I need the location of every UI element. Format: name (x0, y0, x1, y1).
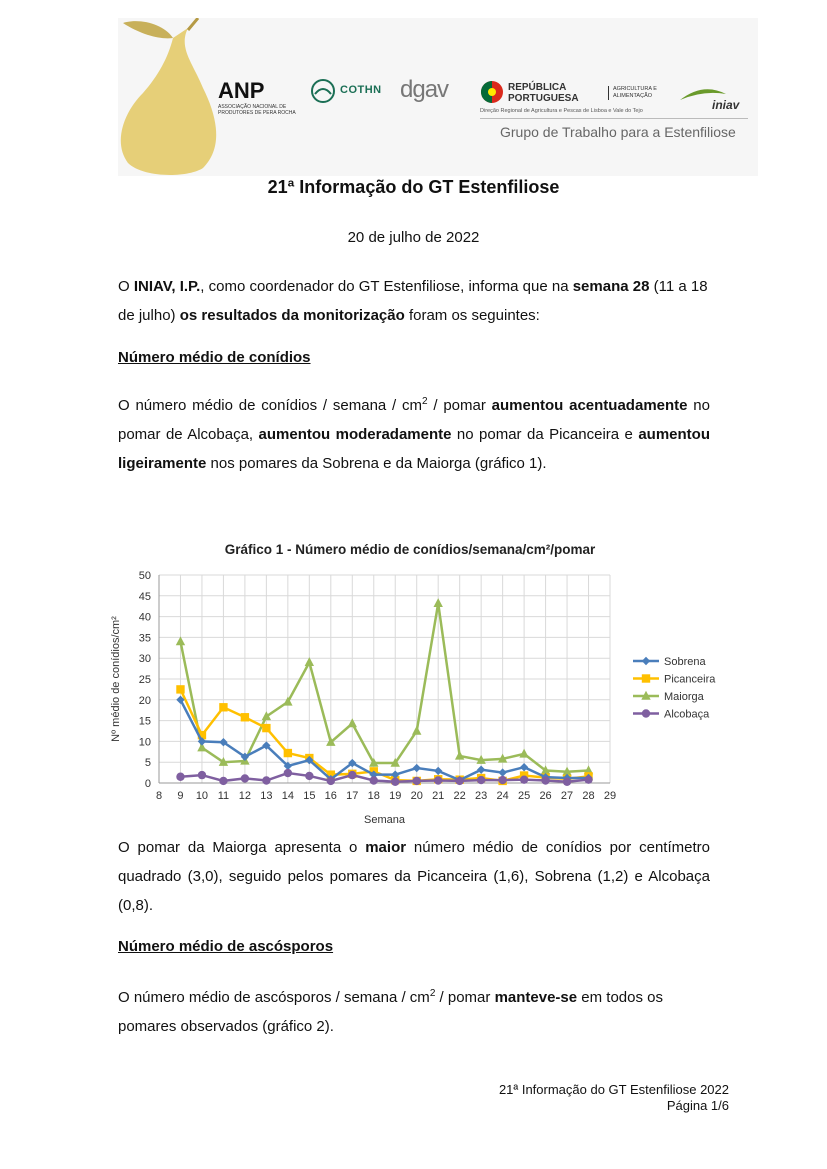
data-point-alcobaca (498, 776, 506, 784)
data-point-alcobaca (584, 775, 592, 783)
x-tick-label: 9 (177, 790, 184, 802)
data-point-sobrena (498, 768, 506, 776)
legend-label-sobrena: Sobrena (664, 656, 706, 668)
x-tick-label: 15 (303, 790, 316, 802)
banner-subtitle: Grupo de Trabalho para a Estenfiliose (500, 124, 736, 140)
data-point-maiorga (519, 749, 528, 758)
drap-caption: Direção Regional de Agricultura e Pescas de Lisboa e Vale do Tejo (480, 108, 643, 114)
x-tick-label: 26 (539, 790, 552, 802)
x-tick-label: 18 (367, 790, 380, 802)
legend-label-maiorga: Maiorga (664, 691, 704, 703)
cothn-icon (310, 78, 336, 104)
document-title: 21ª Informação do GT Estenfiliose (267, 177, 560, 197)
data-point-maiorga (433, 598, 442, 607)
y-tick-label: 20 (138, 694, 151, 707)
anp-logo-subtitle: ASSOCIAÇÃO NACIONAL DE PRODUTORES DE PERA ROCHA (218, 104, 296, 116)
y-axis-label: Nº médio de conídios/cm² (110, 616, 122, 742)
data-point-alcobaca (327, 777, 335, 785)
x-tick-label: 12 (238, 790, 252, 802)
y-tick-label: 0 (144, 778, 151, 790)
x-axis-label: Semana (364, 814, 405, 826)
legend-label-alcobaca: Alcobaça (664, 708, 710, 721)
x-tick-label: 29 (603, 790, 617, 802)
y-tick-label: 25 (138, 674, 151, 686)
data-point-alcobaca (176, 773, 184, 781)
x-tick-label: 19 (389, 790, 402, 802)
data-point-alcobaca (348, 771, 356, 779)
data-point-alcobaca (455, 777, 463, 785)
agricultura-alimentacao-logo: AGRICULTURA E ALIMENTAÇÃO (608, 86, 673, 100)
data-point-picanceira (176, 685, 184, 693)
x-tick-label: 20 (410, 790, 423, 802)
x-tick-label: 25 (517, 790, 531, 802)
dgav-logo: dgav (400, 76, 449, 103)
chart-title: Gráfico 1 - Número médio de conídios/semana/cm²/pomar (224, 542, 596, 557)
data-point-alcobaca (477, 776, 485, 784)
header-banner (118, 18, 758, 176)
data-point-picanceira (219, 703, 227, 711)
intro-paragraph: O INIAV, I.P., como coordenador do GT Estenfiliose, informa que na semana 28 (11 a 18 de julho) os resultados da monitorização foram os seguintes: (118, 278, 708, 324)
y-tick-label: 5 (144, 757, 151, 770)
x-tick-label: 11 (217, 790, 230, 802)
document-date: 20 de julho de 2022 (347, 229, 480, 246)
data-point-alcobaca (262, 776, 270, 784)
data-point-sobrena (520, 763, 528, 771)
data-point-alcobaca (241, 774, 249, 782)
maiorga-paragraph: O pomar da Maiorga apresenta o maior número médio de conídios por centímetro quadrado (3,0), seguido pelos pomares da Picanceira (1,6), Sobrena (1,2) e Alcobaça (0,8). (118, 839, 710, 914)
data-point-alcobaca (370, 776, 378, 784)
x-tick-label: 8 (155, 790, 163, 802)
data-point-alcobaca (413, 777, 421, 785)
x-tick-label: 16 (324, 790, 337, 802)
republica-portuguesa-logo: REPÚBLICA PORTUGUESA (508, 82, 579, 104)
data-point-picanceira (241, 713, 249, 721)
iniav-logo: iniav (712, 98, 740, 112)
anp-logo: ANP (218, 78, 265, 103)
x-tick-label: 14 (281, 790, 294, 802)
x-tick-label: 27 (560, 790, 574, 802)
conidios-paragraph: O número médio de conídios / semana / $cm^2$ / pomar aumentou acentuadamente no pomar de Alcobaça, aumentou moderadamente no pomar da Picanceira e aumentou ligeiramente nos pomares da Sobrena e da Maiorga (gráfico 1). (118, 396, 710, 472)
section-heading-conidios: Número médio de conídios (118, 349, 311, 366)
section-heading-ascosporos: Número médio de ascósporos (118, 938, 334, 955)
data-point-alcobaca (198, 771, 206, 779)
x-tick-label: 13 (260, 790, 273, 802)
data-point-sobrena (413, 764, 421, 772)
page-footer (499, 1082, 729, 1114)
ascosporos-paragraph: O número médio de ascósporos / semana / $cm^2$ / pomar manteve-se em todos os pomares observados (gráfico 2). (118, 988, 663, 1035)
portugal-flag-icon (480, 80, 504, 104)
data-point-sobrena (434, 767, 442, 775)
x-tick-label: 22 (453, 790, 466, 802)
y-tick-label: 10 (138, 736, 151, 749)
y-tick-label: 15 (138, 715, 151, 728)
x-tick-label: 24 (496, 790, 509, 802)
legend-label-picanceira: Picanceira (664, 673, 716, 686)
data-point-alcobaca (305, 772, 313, 780)
y-tick-label: 40 (138, 611, 151, 624)
cothn-logo: COTHN (340, 84, 382, 96)
data-point-alcobaca (434, 776, 442, 784)
legend-marker-picanceira (642, 674, 650, 682)
x-tick-label: 10 (195, 790, 209, 802)
conidios-line-chart (100, 530, 740, 830)
footer-page-number: Página 1/6 (666, 1098, 729, 1113)
x-tick-label: 28 (582, 790, 595, 802)
legend-marker-alcobaca (642, 709, 650, 717)
banner-divider (480, 118, 748, 119)
data-point-maiorga (412, 726, 421, 735)
legend-marker-sobrena (642, 657, 650, 665)
data-point-sobrena (477, 765, 485, 773)
data-point-alcobaca (520, 775, 528, 783)
y-tick-label: 45 (138, 590, 151, 603)
y-tick-label: 35 (138, 632, 151, 645)
data-point-alcobaca (219, 777, 227, 785)
data-point-maiorga (348, 718, 357, 727)
data-point-alcobaca (563, 778, 571, 786)
footer-document-name: 21ª Informação do GT Estenfiliose 2022 (498, 1082, 729, 1097)
x-tick-label: 23 (475, 790, 488, 802)
x-tick-label: 17 (346, 790, 359, 802)
pear-logo (118, 18, 228, 176)
x-tick-label: 21 (432, 790, 445, 802)
data-point-alcobaca (284, 769, 292, 777)
y-tick-label: 30 (138, 653, 151, 666)
series-line-maiorga (180, 603, 588, 771)
data-point-alcobaca (391, 778, 399, 786)
data-point-maiorga (455, 751, 464, 760)
data-point-alcobaca (541, 776, 549, 784)
y-tick-label: 50 (138, 570, 151, 582)
data-point-picanceira (262, 724, 270, 732)
data-point-picanceira (284, 749, 292, 757)
